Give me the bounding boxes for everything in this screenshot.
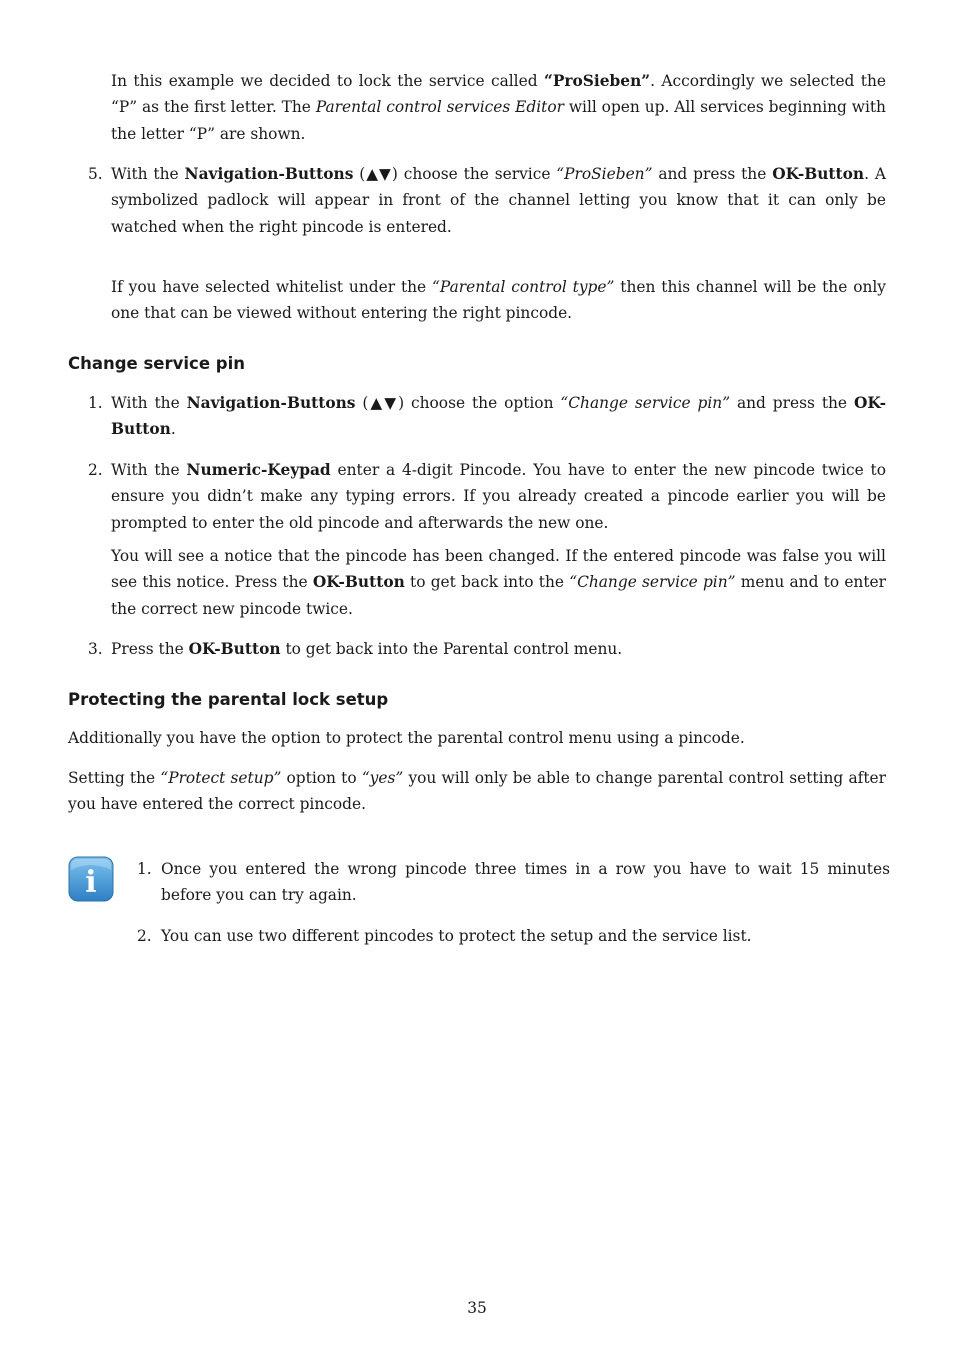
list-item-3: Press the OK-Button to get back into the Parental control menu. [111,640,623,658]
list-item-2: With the Numeric-Keypad enter a 4-digit Pincode. You have to enter the new pincode twice to ensure you didn’t make any typing errors. If you already created a pincode earlier you will be prompted to enter the old pincode and afterwards the new one. [111,461,886,532]
list-number: 2. [88,461,103,479]
note-item-1: Once you entered the wrong pincode three times in a row you have to wait 15 minutes before you can try again. [161,860,890,905]
protect-setup-paragraph: Setting the “Protect setup” option to “yes” you will only be able to change parental control setting after you have entered the correct pincode. [68,769,887,814]
section-heading-protecting-setup: Protecting the parental lock setup [68,690,389,709]
section-heading-change-service-pin: Change service pin [68,354,245,373]
page-number: 35 [467,1299,487,1317]
note-item-2: You can use two different pincodes to protect the setup and the service list. [161,927,752,945]
list-number: 1. [88,394,103,412]
info-icon-letter: i [85,865,97,900]
body-paragraph: Additionally you have the option to protect the parental control menu using a pincode. [68,729,745,747]
intro-paragraph: In this example we decided to lock the service called “ProSieben”. Accordingly we selected the “P” as the first letter. The Parental control services Editor will open up. All services beginning with the letter “P” are shown. [111,72,887,143]
list-item-1: With the Navigation-Buttons (▲▼) choose the option “Change service pin” and press the OK-Button. [111,394,886,439]
info-icon [68,856,114,902]
note-number: 2. [137,927,152,945]
list-item-5: With the Navigation-Buttons (▲▼) choose the service “ProSieben” and press the OK-Button. A symbolized padlock will appear in front of the channel letting you know that it can only be watched when the right pincode is entered. [111,165,886,236]
list-item-2-continuation: You will see a notice that the pincode has been changed. If the entered pincode was false you will see this notice. Press the OK-Button to get back into the “Change service pin” menu and to enter the correct new pincode twice. [111,547,886,618]
list-number: 5. [88,165,103,183]
whitelist-paragraph: If you have selected whitelist under the “Parental control type” then this channel will be the only one that can be viewed without entering the right pincode. [111,278,886,323]
note-number: 1. [137,860,152,878]
list-number: 3. [88,640,103,658]
